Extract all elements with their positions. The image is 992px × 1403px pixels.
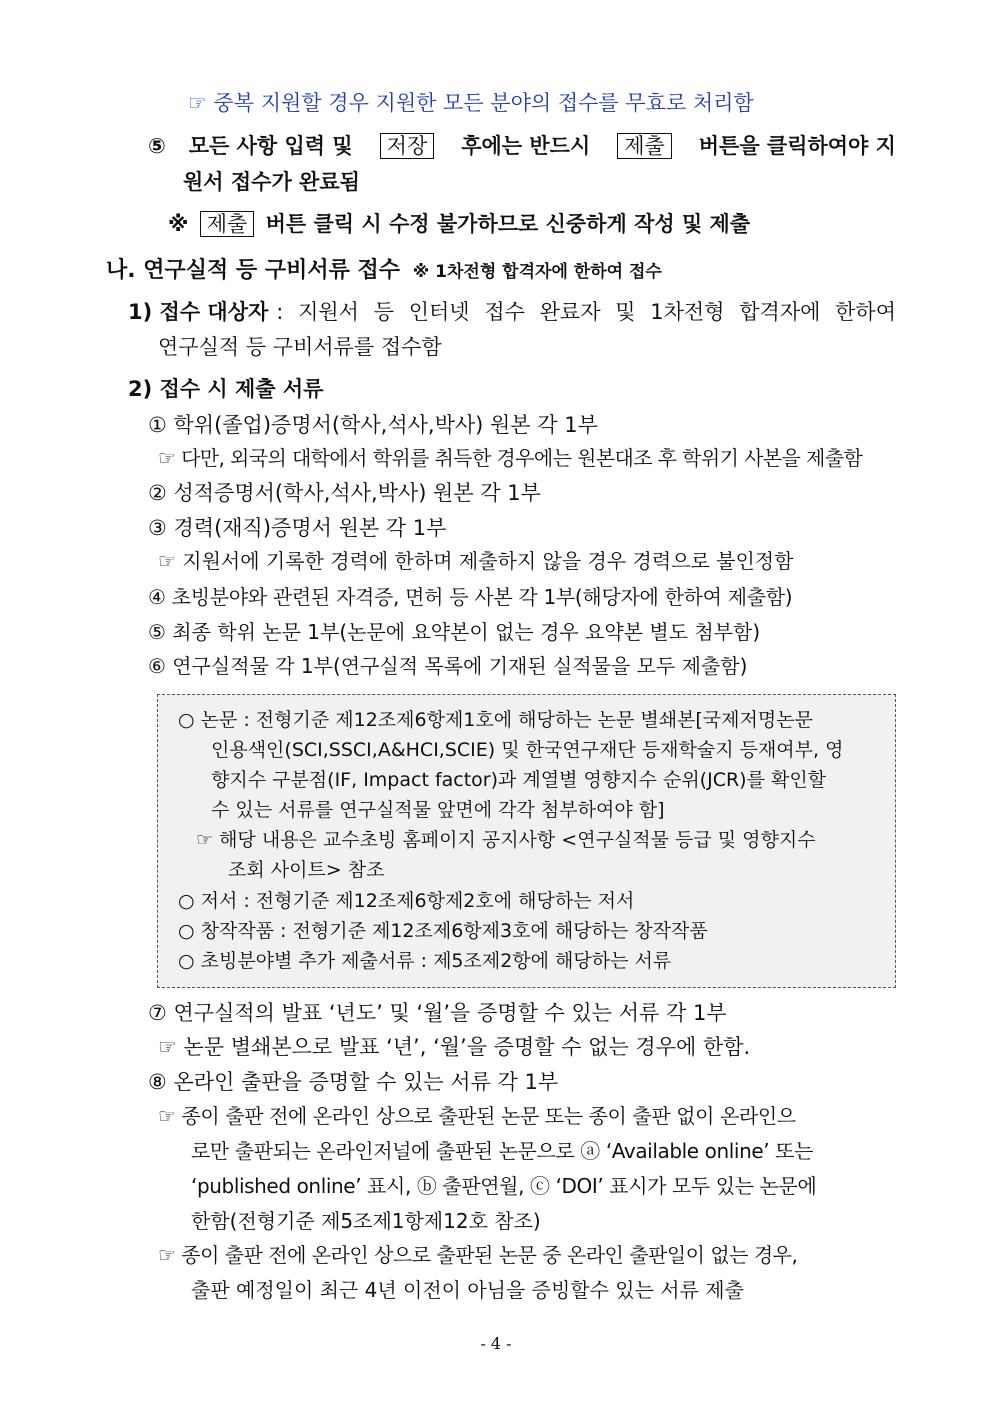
doc-8-note1-l3: ‘published online’ 표시, ⓑ 출판연월, ⓒ ‘DOI’ 표시가 모두 있는 논문에 bbox=[191, 1174, 817, 1198]
doc-3-note: ☞ 지원서에 기록한 경력에 한하며 제출하지 않을 경우 경력으로 불인정함 bbox=[158, 549, 794, 573]
warning-text: 버튼 클릭 시 수정 불가하므로 신중하게 작성 및 제출 bbox=[265, 212, 751, 236]
s1-label: 1) 접수 대상자 bbox=[128, 300, 269, 324]
doc-8-note2-l2: 출판 예정일이 최근 4년 이전이 아님을 증빙할수 있는 서류 제출 bbox=[191, 1278, 744, 1302]
item-5-line2: 원서 접수가 완료됨 bbox=[183, 170, 360, 194]
box-thesis-note-l1: ☞ 해당 내용은 교수초빙 홈페이지 공지사항 <연구실적물 등급 및 영향지수 bbox=[196, 829, 816, 851]
doc-8-note1-l1: ☞ 종이 출판 전에 온라인 상으로 출판된 논문 또는 종이 출판 없이 온라인으 bbox=[158, 1104, 796, 1128]
item-5-number: ⑤ bbox=[148, 134, 166, 158]
box-thesis-l1: ○ 논문 : 전형기준 제12조제6항제1호에 해당하는 논문 별쇄본[국제저명논문 bbox=[178, 709, 813, 731]
item-5-pre: 모든 사항 입력 및 bbox=[188, 134, 353, 158]
item-5-line1 bbox=[148, 131, 896, 161]
doc-7-note: ☞ 논문 별쇄본으로 발표 ‘년’, ‘월’을 증명할 수 없는 경우에 한함. bbox=[158, 1035, 751, 1059]
section-title: 나. 연구실적 등 구비서류 접수 bbox=[106, 258, 401, 283]
doc-8: ⑧ 온라인 출판을 증명할 수 있는 서류 각 1부 bbox=[148, 1070, 559, 1094]
section-heading bbox=[106, 255, 662, 287]
doc-3: ③ 경력(재직)증명서 원본 각 1부 bbox=[148, 516, 447, 540]
box-creative-work: ○ 창작작품 : 전형기준 제12조제6항제3호에 해당하는 창작작품 bbox=[178, 920, 708, 942]
warning-line bbox=[168, 209, 750, 239]
warning-submit-label: 제출 bbox=[200, 211, 255, 237]
doc-1-note: ☞ 다만, 외국의 대학에서 학위를 취득한 경우에는 원본대조 후 학위기 사본을 제출함 bbox=[158, 446, 863, 470]
section-note: ※ 1차전형 합격자에 한하여 접수 bbox=[412, 262, 662, 282]
s1-text: : 지원서 등 인터넷 접수 완료자 및 1차전형 합격자에 한하여 bbox=[276, 300, 896, 324]
doc-6: ⑥ 연구실적물 각 1부(연구실적 목록에 기재된 실적물을 모두 제출함) bbox=[148, 654, 748, 678]
box-thesis-l2: 인용색인(SCI,SSCI,A&HCI,SCIE) 및 한국연구재단 등재학술지 등재여부, 영 bbox=[211, 739, 844, 761]
item-5-mid: 후에는 반드시 bbox=[461, 134, 591, 158]
doc-8-note1-l4: 한함(전형기준 제5조제1항제12호 참조) bbox=[191, 1209, 541, 1233]
top-note: ☞ 중복 지원할 경우 지원한 모든 분야의 접수를 무효로 처리함 bbox=[188, 91, 754, 115]
s1-line2: 연구실적 등 구비서류를 접수함 bbox=[158, 335, 442, 359]
doc-8-note2-l1: ☞ 종이 출판 전에 온라인 상으로 출판된 논문 중 온라인 출판일이 없는 경우, bbox=[158, 1243, 798, 1267]
doc-7: ⑦ 연구실적의 발표 ‘년도’ 및 ‘월’을 증명할 수 있는 서류 각 1부 bbox=[148, 1001, 727, 1025]
s2-label: 2) 접수 시 제출 서류 bbox=[128, 377, 324, 401]
doc-1: ① 학위(졸업)증명서(학사,석사,박사) 원본 각 1부 bbox=[148, 413, 598, 437]
box-book: ○ 저서 : 전형기준 제12조제6항제2호에 해당하는 저서 bbox=[178, 890, 635, 912]
box-thesis-note-l2: 조회 사이트> 참조 bbox=[228, 859, 385, 881]
item-5-post: 버튼을 클릭하여야 지 bbox=[698, 134, 896, 158]
s1-line1 bbox=[128, 297, 896, 327]
doc-2: ② 성적증명서(학사,석사,박사) 원본 각 1부 bbox=[148, 481, 541, 505]
submit-button-label: 제출 bbox=[617, 133, 672, 159]
research-output-box bbox=[157, 694, 896, 988]
doc-8-note1-l2: 로만 출판되는 온라인저널에 출판된 논문으로 ⓐ ‘Available online’ 또는 bbox=[191, 1139, 814, 1163]
box-thesis-l4: 수 있는 서류를 연구실적물 앞면에 각각 첨부하여야 함] bbox=[211, 799, 665, 821]
box-thesis-l3: 향지수 구분점(IF, Impact factor)과 계열별 영향지수 순위(JCR)를 확인할 bbox=[211, 769, 827, 791]
doc-5: ⑤ 최종 학위 논문 1부(논문에 요약본이 없는 경우 요약본 별도 첨부함) bbox=[148, 620, 761, 644]
save-button-label: 저장 bbox=[380, 133, 435, 159]
page-number: - 4 - bbox=[480, 1334, 512, 1353]
box-extra-docs: ○ 초빙분야별 추가 제출서류 : 제5조제2항에 해당하는 서류 bbox=[178, 950, 672, 972]
doc-4: ④ 초빙분야와 관련된 자격증, 면허 등 사본 각 1부(해당자에 한하여 제출함) bbox=[148, 585, 793, 609]
warning-mark: ※ bbox=[168, 212, 189, 236]
